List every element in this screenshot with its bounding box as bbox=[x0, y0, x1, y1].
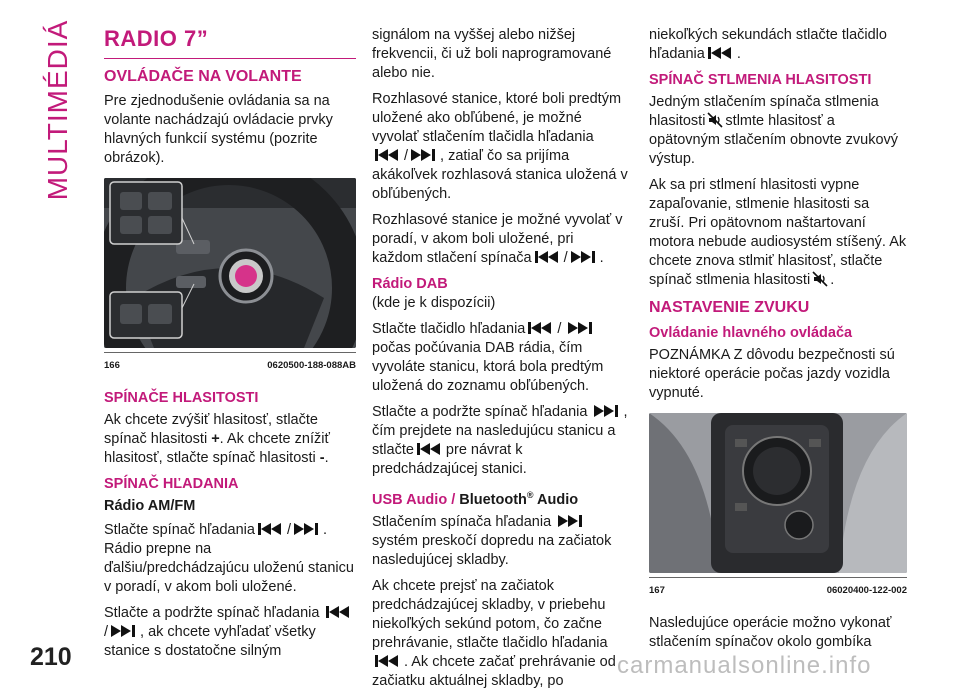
note-text: POZNÁMKA Z dôvodu bezpečnosti sú niektoré operácie počas jazdy vozidla vypnuté. bbox=[649, 347, 895, 401]
dab-text-2: Stlačte a podržte spínač hľadania , čím prejdete na nasledujúcu stanicu a stlačte pre návrat k predchádzajúcej stanici. bbox=[372, 404, 628, 477]
paragraph: signálom na vyššej alebo nižšej frekvencii, či už boli naprogramované alebo nie. bbox=[372, 27, 612, 81]
usb-text-2: Ak chcete prejsť na začiatok predchádzajúcej skladby, v priebehu niekoľkých sekúnd potom, čo začne prehrávanie, stlačte tlačidlo hľadania . Ak chcete začať prehrávanie od začiatku aktuálnej skladby, po bbox=[372, 577, 616, 689]
column-2 bbox=[372, 26, 628, 698]
volume-heading: SPÍNAČE HLASITOSTI bbox=[104, 390, 259, 406]
seek-prev-icon bbox=[527, 321, 555, 335]
seek-next-icon bbox=[410, 148, 438, 162]
volume-text: Ak chcete zvýšiť hlasitosť, stlačte spínač hlasitosti +. Ak chcete znížiť hlasitosť, stlačte spínač hlasitosti -. bbox=[104, 412, 330, 466]
seek-next-icon bbox=[557, 514, 585, 528]
seek-next-icon bbox=[293, 522, 321, 536]
seek-prev-icon bbox=[374, 148, 402, 162]
section-title: RADIO 7” bbox=[104, 26, 356, 59]
seek-heading: SPÍNAČ HĽADANIA bbox=[104, 476, 239, 492]
seek-next-icon bbox=[110, 624, 138, 638]
mute-icon bbox=[707, 112, 723, 128]
watermark: carmanualsonline.info bbox=[617, 652, 872, 679]
mute-heading: SPÍNAČ STLMENIA HLASITOSTI bbox=[649, 72, 872, 88]
section-subtitle: OVLÁDAČE NA VOLANTE bbox=[104, 68, 302, 85]
dab-note: (kde je k dispozícii) bbox=[372, 295, 496, 311]
seek-next-icon bbox=[570, 250, 598, 264]
page-number: 210 bbox=[30, 643, 72, 671]
am-fm-heading: Rádio AM/FM bbox=[104, 498, 196, 514]
paragraph: Rozhlasové stanice, ktoré boli predtým uložené ako obľúbené, je možné vyvolať stlačením tlačidla hľadania / , zatiaľ čo sa prijíma akákoľvek rozhlasová stanica uložená v obľúbených. bbox=[372, 91, 628, 202]
figure-caption: 167 06020400-122-002 bbox=[649, 577, 907, 600]
side-tab: MULTIMÉDIÁ bbox=[42, 19, 73, 201]
seek-text-1: Stlačte spínač hľadania / . Rádio prepne na ďalšiu/predchádzajúcu uloženú stanicu v poradí, v akom boli uložené. bbox=[104, 522, 354, 595]
seek-next-icon bbox=[593, 404, 621, 418]
mute-text-2: Ak sa pri stlmení hlasitosti vypne zapaľovanie, stlmenie hlasitosti sa zruší. Pri opätovnom naštartovaní motora nebude audiosystém stíšený. Ak chcete znova stlmiť hlasitosť, stlačte spínač stlmenia hlasitosti . bbox=[649, 177, 907, 288]
usb-text-1: Stlačením spínača hľadania systém preskočí dopredu na začiatok nasledujúcej skladby. bbox=[372, 513, 612, 568]
usb-heading: USB Audio / Bluetooth® Audio bbox=[372, 490, 579, 508]
steering-wheel-image bbox=[104, 178, 356, 348]
sound-heading: NASTAVENIE ZVUKU bbox=[649, 299, 810, 316]
seek-prev-icon bbox=[257, 522, 285, 536]
seek-text-2: Stlačte a podržte spínač hľadania / , ak chcete vyhľadať všetky stanice s dostatočne silným bbox=[104, 604, 356, 661]
dab-text-1: Stlačte tlačidlo hľadania / počas počúvania DAB rádia, čím vyvoláte stanicu, ktorá bola predtým uložená do zoznamu obľúbených. bbox=[372, 321, 604, 394]
main-control-heading: Ovládanie hlavného ovládača bbox=[649, 325, 853, 341]
column-1 bbox=[104, 26, 356, 668]
paragraph: Rozhlasové stanice je možné vyvolať v poradí, v akom boli uložené, pri každom stlačení spínača / . bbox=[372, 212, 623, 266]
figure-control-knob bbox=[649, 413, 907, 600]
control-knob-image bbox=[649, 413, 907, 573]
intro-text: Pre zjednodušenie ovládania sa na volante nachádzajú ovládacie prvky hlavných funkcií systému (pozrite obrázok). bbox=[104, 93, 333, 166]
mute-text-1: Jedným stlačením spínača stlmenia hlasitosti stlmte hlasitosť a opätovným stlačením obnovte zvukový výstup. bbox=[649, 94, 899, 167]
dab-heading: Rádio DAB bbox=[372, 276, 448, 292]
seek-prev-icon bbox=[416, 442, 444, 456]
column-3 bbox=[649, 26, 907, 659]
last-paragraph: Nasledujúce operácie možno vykonať stlačením spínačov okolo gombíka bbox=[649, 615, 892, 650]
seek-prev-icon bbox=[707, 46, 735, 60]
seek-prev-icon bbox=[374, 654, 402, 668]
figure-steering-wheel bbox=[104, 178, 356, 375]
paragraph: niekoľkých sekundách stlačte tlačidlo hľadania . bbox=[649, 27, 887, 62]
seek-prev-icon bbox=[325, 605, 353, 619]
figure-caption: 166 0620500-188-088AB bbox=[104, 352, 356, 375]
seek-prev-icon bbox=[534, 250, 562, 264]
seek-next-icon bbox=[567, 321, 595, 335]
mute-icon bbox=[812, 271, 828, 287]
